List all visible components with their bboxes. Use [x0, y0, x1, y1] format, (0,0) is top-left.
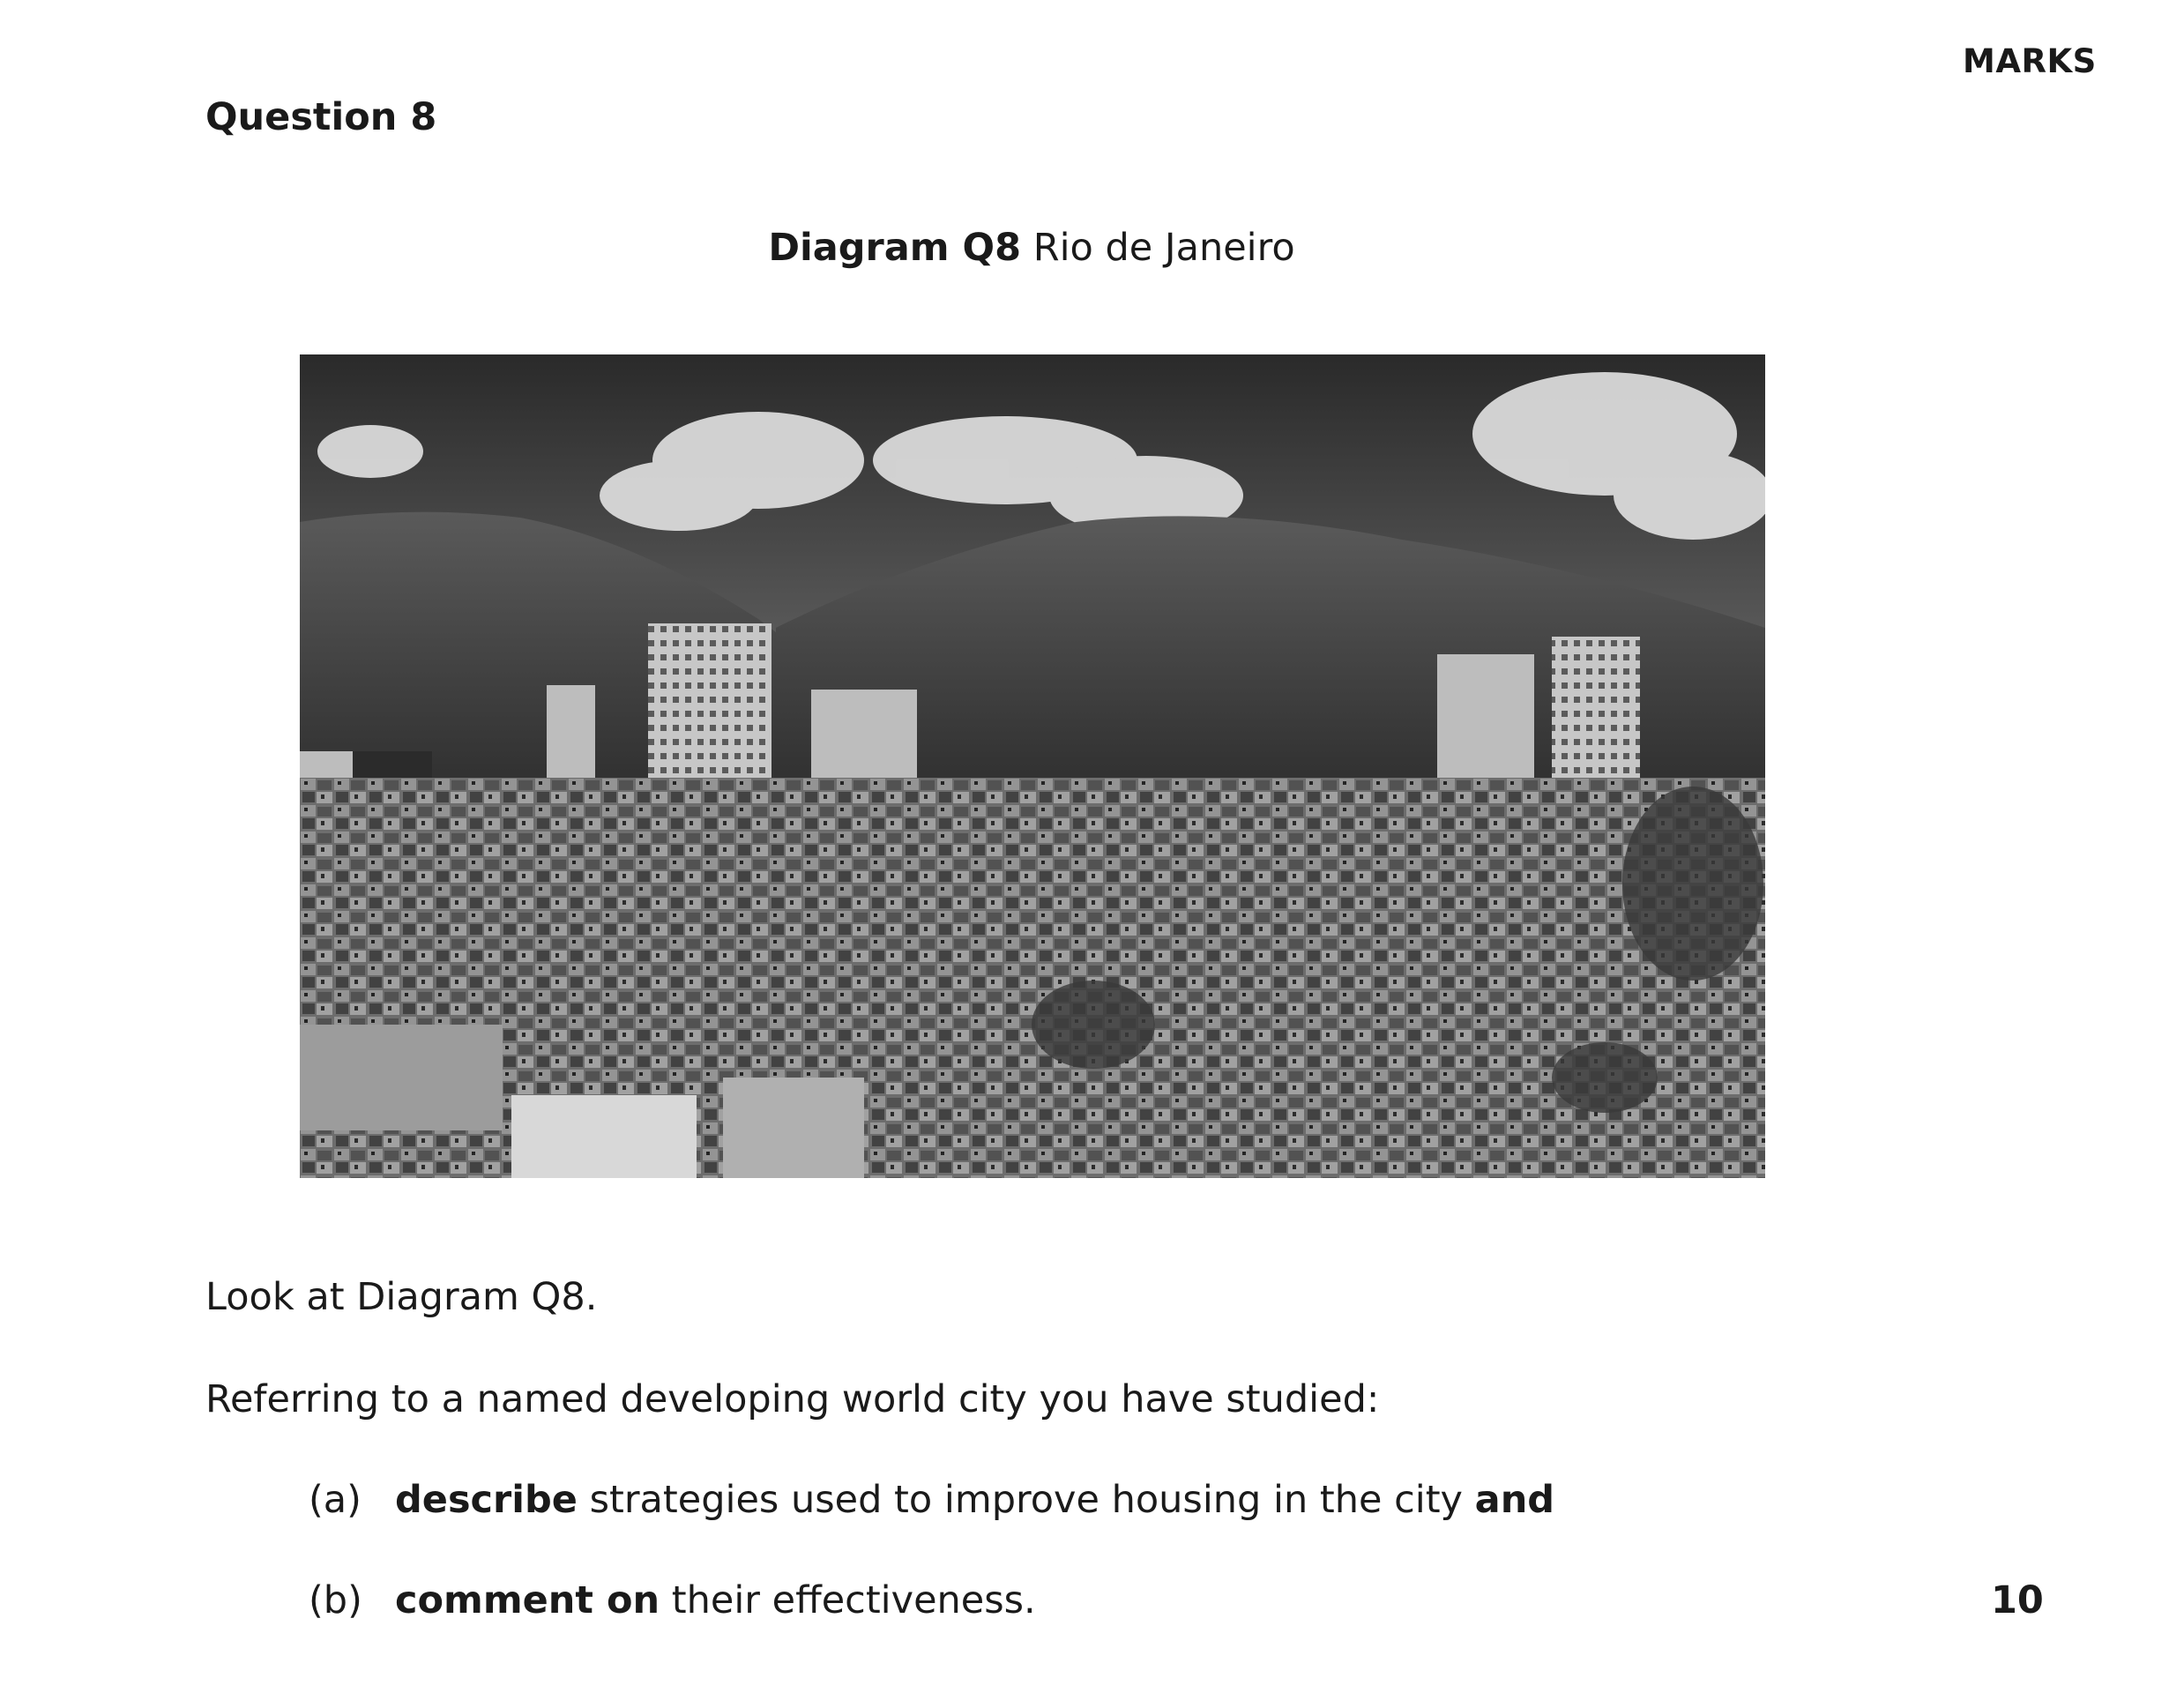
part-letter: (a)	[309, 1478, 362, 1522]
question-title: Question 8	[205, 95, 437, 139]
question-part-b	[309, 1578, 1719, 1631]
marks-header: MARKS	[1963, 42, 2097, 80]
photo-illustration	[300, 354, 1765, 1178]
diagram-caption-text: Rio de Janeiro	[1032, 226, 1295, 270]
question-part-a	[309, 1478, 1719, 1531]
mark-value: 10	[1991, 1578, 2044, 1622]
diagram-caption	[0, 226, 2063, 270]
instruction-look: Look at Diagram Q8.	[205, 1275, 598, 1319]
part-text: describe strategies used to improve housing in the city and	[395, 1478, 1555, 1522]
part-text: comment on their effectiveness.	[395, 1578, 1036, 1622]
diagram-label: Diagram Q8	[768, 226, 1022, 270]
part-letter: (b)	[309, 1578, 362, 1622]
rio-de-janeiro-photo	[300, 354, 1765, 1178]
instruction-refer: Referring to a named developing world city you have studied:	[205, 1377, 1380, 1421]
